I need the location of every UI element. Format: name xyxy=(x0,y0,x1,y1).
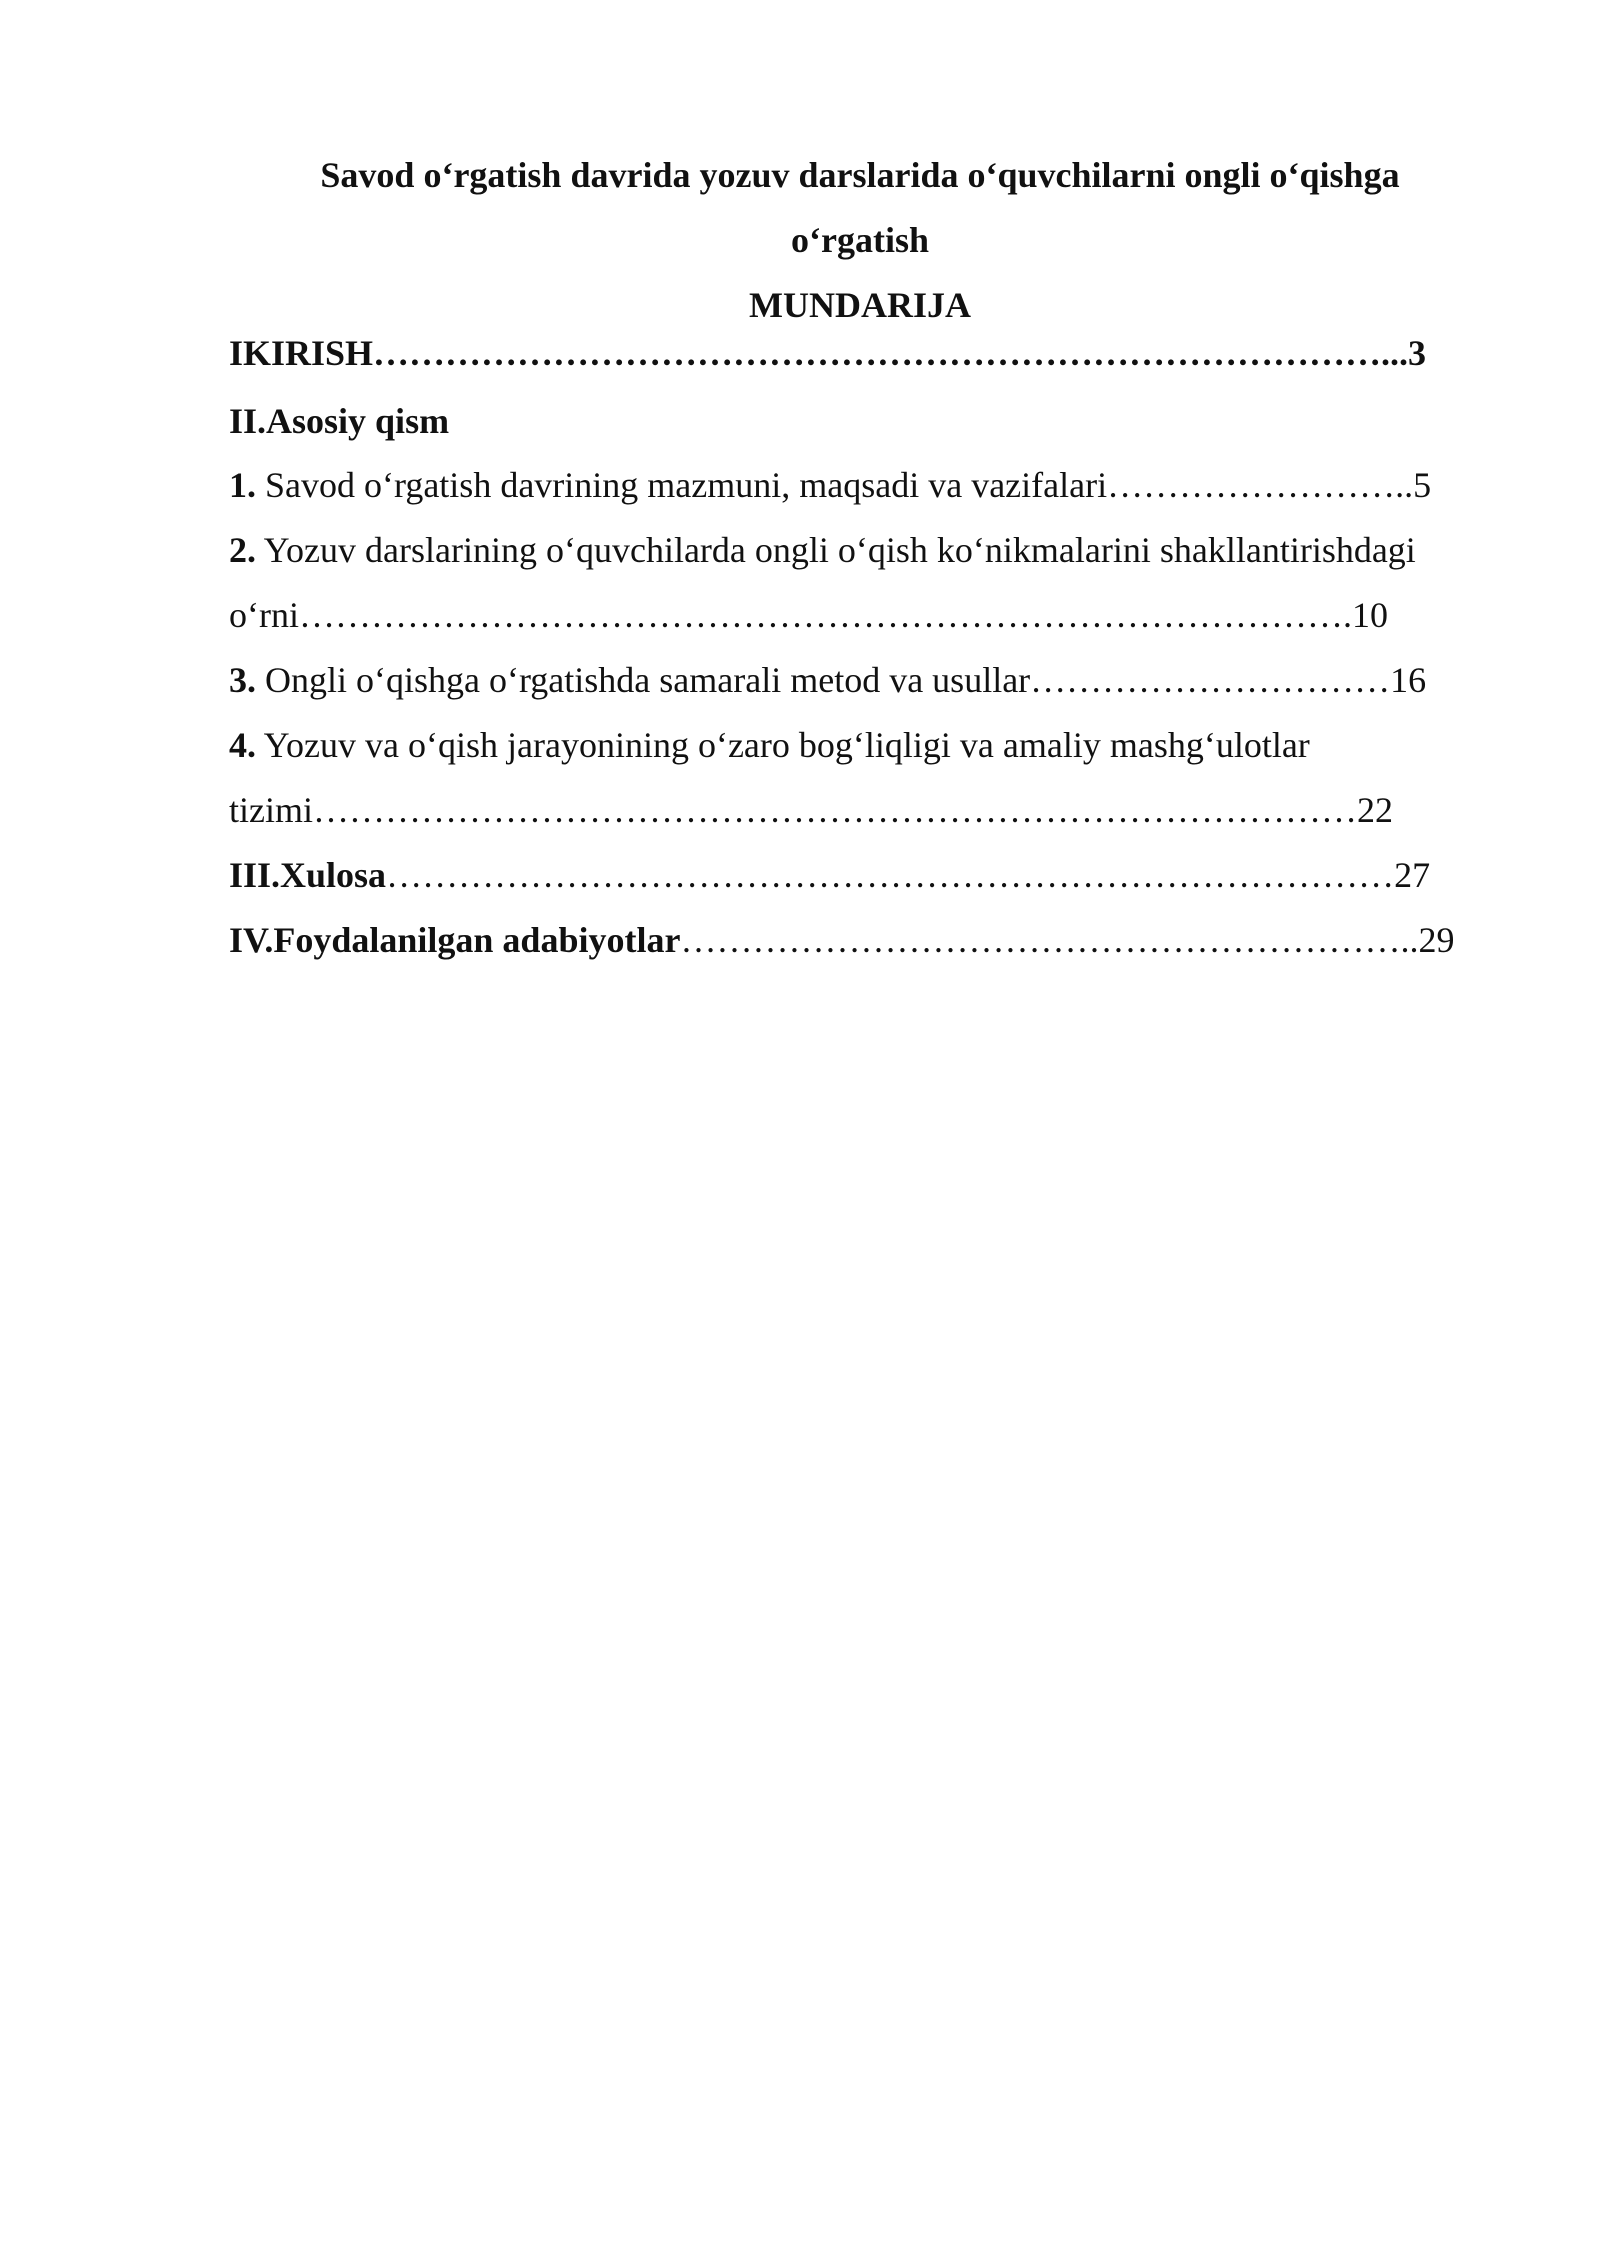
toc-item-2 xyxy=(229,528,1416,572)
toc-intro: IKIRISH…………………………………………………………………………...3 xyxy=(229,333,1427,373)
toc-conclusion xyxy=(229,853,1430,897)
toc-item-4 xyxy=(229,723,1310,767)
toc-item-1-number: 1. xyxy=(229,465,256,505)
toc-item-4-number: 4. xyxy=(229,725,256,765)
toc-conclusion-label: III.Xulosa xyxy=(229,855,387,895)
toc-conclusion-leader: …………………………………………………………………………27 xyxy=(386,855,1431,895)
toc-item-4-continued: tizimi……………………………………………………………………………22 xyxy=(229,790,1393,830)
document-title-line-2: o‘rgatish xyxy=(791,220,929,260)
toc-item-3 xyxy=(229,658,1426,702)
toc-item-1-text: Savod o‘rgatish davrining mazmuni, maqsadi va vazifalari……………………..5 xyxy=(256,465,1432,505)
toc-references-label: IV.Foydalanilgan adabiyotlar xyxy=(229,920,681,960)
toc-item-1 xyxy=(229,463,1431,507)
toc-item-2-continued: o‘rni…………………………………………………………………………….10 xyxy=(229,595,1388,635)
toc-item-2-text: Yozuv darslarining o‘quvchilarda ongli o‘qish ko‘nikmalarini shakllantirishdagi xyxy=(256,530,1416,570)
toc-item-4-text: Yozuv va o‘qish jarayonining o‘zaro bog‘liqligi va amaliy mashg‘ulotlar xyxy=(256,725,1310,765)
toc-main-part: II.Asosiy qism xyxy=(229,401,450,441)
document-title-line-1: Savod o‘rgatish davrida yozuv darslarida o‘quvchilarni ongli o‘qishga xyxy=(320,155,1400,195)
toc-item-3-text: Ongli o‘qishga o‘rgatishda samarali metod va usullar…………………………16 xyxy=(256,660,1427,700)
toc-heading: MUNDARIJA xyxy=(749,285,971,325)
toc-references xyxy=(229,918,1454,962)
toc-references-leader: ……………………………………………………..29 xyxy=(680,920,1455,960)
toc-item-3-number: 3. xyxy=(229,660,256,700)
toc-item-2-number: 2. xyxy=(229,530,256,570)
